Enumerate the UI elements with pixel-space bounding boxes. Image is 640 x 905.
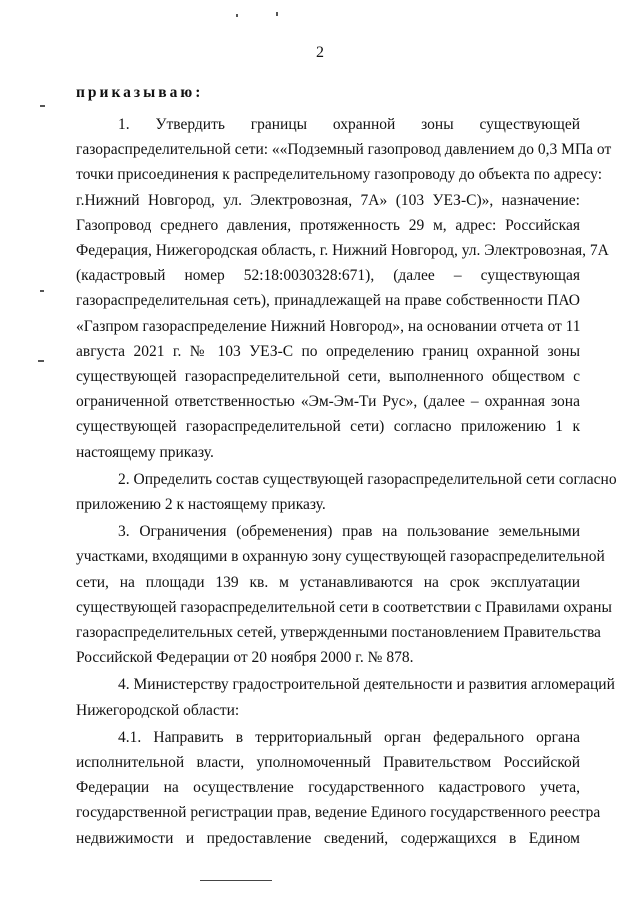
paragraph-line: 3. Ограничения (обременения) прав на пользование земельными [118, 523, 580, 541]
paragraph-line: Федерация, Нижегородская область, г. Нижний Новгород, ул. Электровозная, 7А [76, 242, 609, 260]
paragraph [76, 725, 601, 851]
paragraph-line: Нижегородской области: [76, 701, 240, 719]
document-body [76, 112, 617, 851]
paragraph-line: Федерации на осуществление государственного кадастрового учета, [76, 779, 580, 797]
paragraph [76, 672, 615, 722]
paragraph-line: Российской Федерации от 20 ноября 2000 г. № 878. [76, 649, 414, 667]
paragraph-line: существующей газораспределительной сети) согласно приложению 1 к [76, 418, 580, 436]
paragraph-line: газораспределительных сетей, утвержденными постановлением Правительства [76, 624, 601, 642]
paragraph-line: исполнительной власти, уполномоченный Правительством Российской [76, 754, 580, 772]
paragraph-line: ограниченной ответственностью «Эм-Эм-Ти Рус», (далее – охранная зона [76, 393, 580, 411]
paragraph-line: участками, входящими в охранную зону существующей газораспределительной [76, 548, 605, 566]
paragraph-line: 4. Министерству градостроительной деятельности и развития агломераций [118, 676, 615, 694]
paragraph-line: существующей газораспределительной сети в соответствии с Правилами охраны [76, 598, 612, 616]
paragraph-line: «Газпром газораспределение Нижний Новгород», на основании отчета от 11 [76, 317, 581, 335]
paragraph-line: сети, на площади 139 кв. м устанавливаются на срок эксплуатации [76, 573, 580, 591]
paragraph-line: газораспределительная сеть), принадлежащей на праве собственности ПАО [76, 292, 580, 310]
paragraph-line: газораспределительной сети: ««Подземный газопровод давлением до 0,3 МПа от [76, 141, 612, 159]
order-heading: приказываю: [76, 84, 204, 101]
footer-rule [200, 880, 272, 881]
scan-mark [276, 12, 278, 16]
paragraph-line: 2. Определить состав существующей газораспределительной сети согласно [118, 470, 617, 488]
paragraph [76, 467, 617, 517]
paragraph-line: 1. Утвердить границы охранной зоны существующей [118, 116, 580, 133]
scan-mark [236, 14, 238, 17]
paragraph [76, 112, 612, 465]
paragraph-line: августа 2021 г. № 103 УЕЗ-С по определению границ охранной зоны [76, 342, 580, 360]
paragraph-line: г.Нижний Новгород, ул. Электровозная, 7А» (103 УЕЗ-С)», назначение: [76, 191, 580, 209]
paragraph-line: недвижимости и предоставление сведений, содержащихся в Едином [76, 829, 580, 847]
paragraph-line: (кадастровый номер 52:18:0030328:671), (далее – существующая [76, 267, 580, 285]
scan-mark [40, 290, 44, 292]
paragraph-line: приложению 2 к настоящему приказу. [76, 496, 326, 514]
scan-mark [38, 360, 44, 362]
paragraph-line: государственной регистрации прав, ведение Единого государственного реестра [76, 804, 601, 822]
scan-mark [40, 105, 45, 107]
paragraph-line: Газопровод среднего давления, протяженность 29 м, адрес: Российская [76, 216, 580, 234]
paragraph-line: 4.1. Направить в территориальный орган федерального органа [118, 728, 580, 746]
page-number: 2 [316, 44, 324, 61]
paragraph-line: точки присоединения к распределительному газопроводу до объекта по адресу: [76, 166, 603, 184]
paragraph-line: существующей газораспределительной сети, выполненного обществом с [76, 368, 580, 386]
paragraph-line: настоящему приказу. [76, 443, 214, 461]
paragraph [76, 519, 612, 670]
